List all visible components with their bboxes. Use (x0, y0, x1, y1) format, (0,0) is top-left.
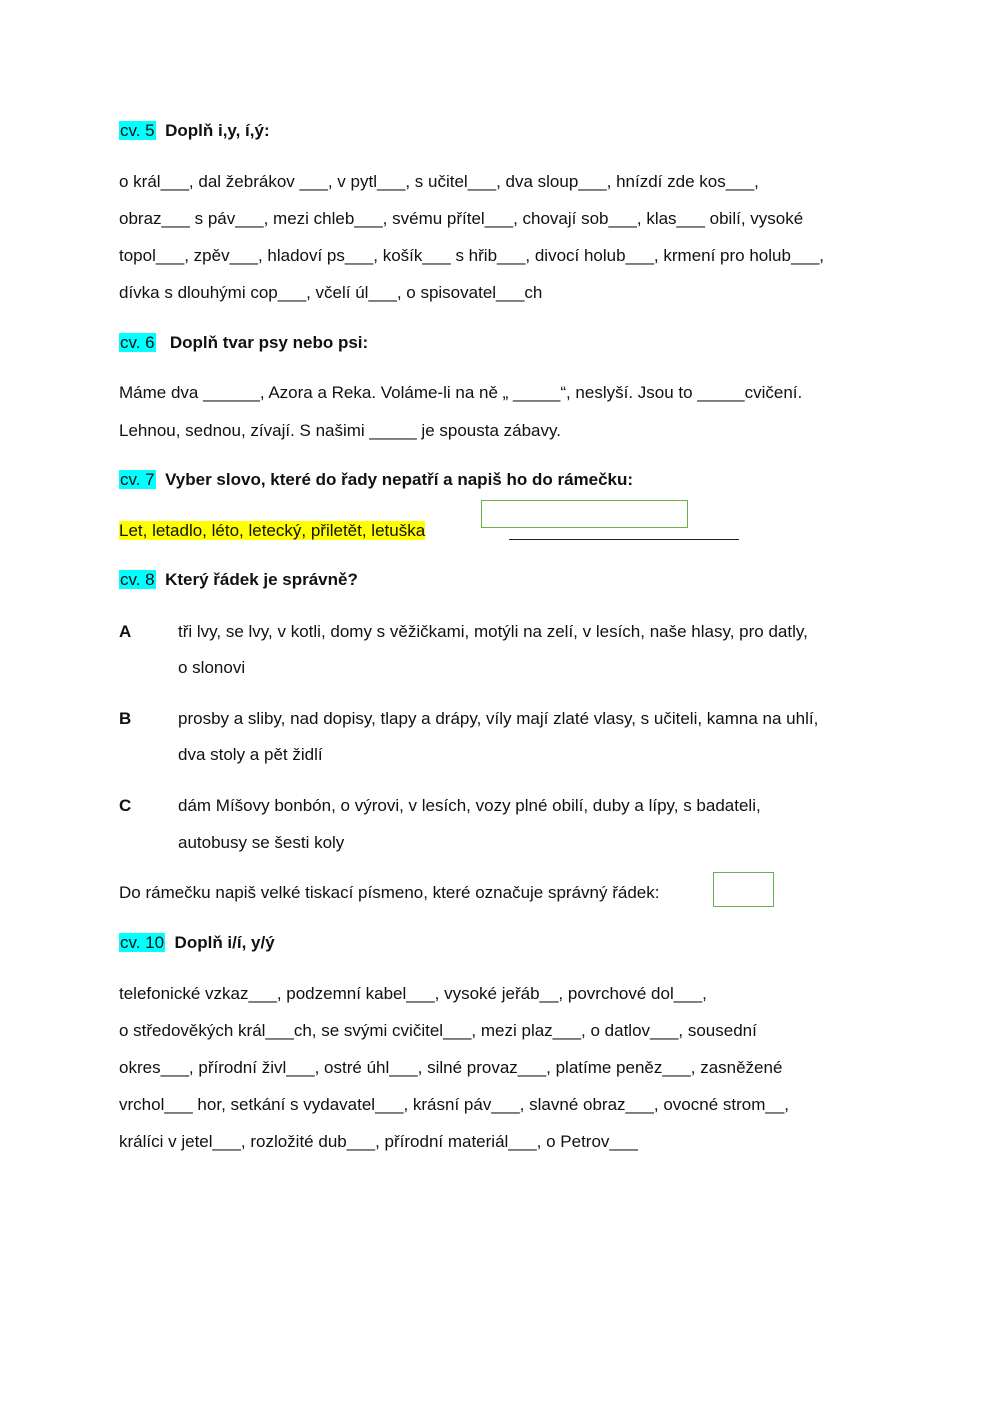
cv8-option-c-line-1: dám Míšovy bonbón, o výrovi, v lesích, vozy plné obilí, duby a lípy, s badateli, (178, 796, 761, 815)
cv8-answer-box[interactable] (713, 872, 774, 907)
cv8-title: Který řádek je správně? (165, 570, 358, 589)
cv7-title: Vyber slovo, které do řady nepatří a napiš ho do rámečku: (165, 470, 634, 489)
cv10-line-1: telefonické vzkaz___, podzemní kabel___, vysoké jeřáb__, povrchové dol___, (119, 984, 707, 1003)
cv6-line-1: Máme dva ______, Azora a Reka. Voláme-li na ně „ _____“, neslyší. Jsou to _____cvičení. (119, 383, 803, 402)
cv7-words-line (119, 520, 425, 542)
cv8-option-a-line-2: o slonovi (178, 658, 246, 677)
cv10-line-4: vrchol___ hor, setkání s vydavatel___, krásní páv___, slavné obraz___, ovocné strom__, (119, 1095, 790, 1114)
cv6-line-2: Lehnou, sednou, zívají. S našimi _____ je spousta zábavy. (119, 421, 561, 440)
cv8-option-c-letter: C (119, 796, 132, 815)
cv8-option-b-letter: B (119, 709, 132, 728)
cv5-line-2: obraz___ s páv___, mezi chleb___, svému přítel___, chovají sob___, klas___ obilí, vysoké (119, 209, 804, 228)
cv7-answer-line (509, 539, 739, 540)
cv6-heading (119, 332, 368, 354)
cv8-option-c-line-2: autobusy se šesti koly (178, 833, 345, 852)
cv8-option-b-line-1: prosby a sliby, nad dopisy, tlapy a drápy, víly mají zlaté vlasy, s učiteli, kamna na uhlí, (178, 709, 819, 728)
cv5-line-4: dívka s dlouhými cop___, včelí úl___, o spisovatel___ch (119, 283, 543, 302)
cv5-label: cv. 5 (120, 121, 155, 140)
cv10-title: Doplň i/í, y/ý (174, 933, 275, 952)
cv5-line-3: topol___, zpěv___, hladoví ps___, košík___ s hřib___, divocí holub___, krmení pro holub___, (119, 246, 825, 265)
cv8-label: cv. 8 (120, 570, 155, 589)
cv10-heading (119, 932, 275, 954)
cv5-title: Doplň i,y, í,ý: (165, 121, 270, 140)
cv6-title: Doplň tvar psy nebo psi: (169, 333, 369, 352)
cv8-instruction: Do rámečku napiš velké tiskací písmeno, které označuje správný řádek: (119, 883, 660, 902)
cv5-heading (119, 120, 270, 142)
cv8-option-b-line-2: dva stoly a pět židlí (178, 745, 323, 764)
cv7-words: Let, letadlo, léto, letecký, přiletět, letuška (119, 521, 426, 540)
cv7-label: cv. 7 (120, 470, 155, 489)
cv8-option-a-line-1: tři lvy, se lvy, v kotli, domy s věžičkami, motýli na zelí, v lesích, naše hlasy, pro datly, (178, 622, 808, 641)
cv5-line-1: o král___, dal žebrákov ___, v pytl___, s učitel___, dva sloup___, hnízdí zde kos___, (119, 172, 759, 191)
cv6-label: cv. 6 (120, 333, 155, 352)
cv10-label: cv. 10 (120, 933, 165, 952)
cv10-line-5: králíci v jetel___, rozložité dub___, přírodní materiál___, o Petrov___ (119, 1132, 638, 1151)
cv8-heading (119, 569, 358, 591)
cv10-line-3: okres___, přírodní živl___, ostré úhl___, silné provaz___, platíme peněz___, zasněžené (119, 1058, 783, 1077)
cv7-heading (119, 469, 633, 491)
cv8-option-a-letter: A (119, 622, 132, 641)
cv10-line-2: o středověkých král___ch, se svými cvičitel___, mezi plaz___, o datlov___, sousední (119, 1021, 757, 1040)
cv7-answer-box[interactable] (481, 500, 688, 528)
